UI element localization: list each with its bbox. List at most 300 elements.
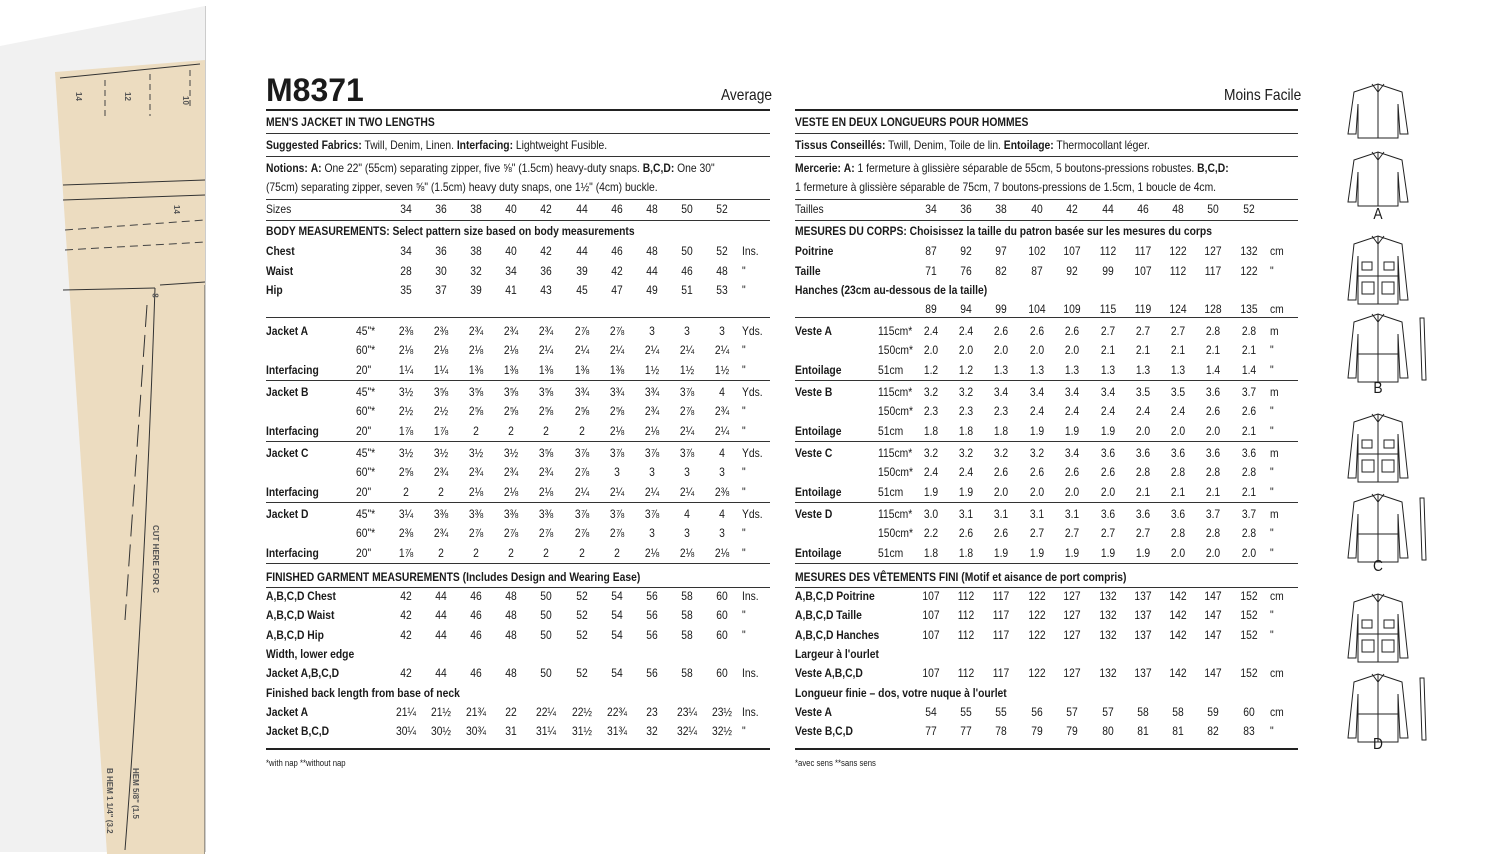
yardage-value: 2.6 [1064, 324, 1080, 338]
body-value: 32 [470, 263, 482, 278]
yardage-value: 2⅞ [574, 465, 590, 480]
body-value: 43 [540, 283, 552, 297]
yardage-value: 3.6 [1170, 446, 1186, 460]
finished-value: 117 [992, 627, 1010, 642]
view-name: Veste B [795, 385, 833, 399]
yardage-value: 2⅞ [574, 526, 590, 541]
body-value: 34 [400, 244, 412, 258]
finished-value: 57 [1066, 704, 1078, 719]
yardage-value: 1.8 [923, 545, 939, 560]
finished-value: 127 [1063, 666, 1081, 681]
yardage-value: 3⅜ [468, 507, 484, 521]
yardage-value: 2¾ [714, 404, 730, 419]
yardage-value: 2.0 [1241, 545, 1257, 560]
yardage-value: 3¼ [398, 507, 414, 521]
body-value: 99 [995, 302, 1007, 316]
yardage-value: 3.2 [993, 446, 1009, 460]
yardage-value: 2.8 [1170, 526, 1186, 541]
yardage-value: 2.6 [958, 526, 974, 541]
finished-value: 46 [470, 608, 482, 623]
sizes-label: Tailles [795, 202, 824, 216]
body-value: 115 [1099, 302, 1117, 316]
finished-value: 137 [1134, 608, 1152, 623]
yardage-value: 2.6 [1029, 465, 1045, 480]
finished-row-label: Veste A,B,C,D [795, 666, 863, 681]
yardage-value: 3.2 [923, 446, 939, 460]
finished-value: 112 [957, 589, 975, 603]
rule [795, 220, 1298, 221]
view-name: Veste C [795, 446, 833, 460]
yardage-value: 3½ [398, 385, 414, 399]
yardage-value: 2.0 [1170, 423, 1186, 438]
yardage-value: 2.6 [993, 465, 1009, 480]
pattern-mark-2: 12 [122, 92, 132, 101]
yardage-value: 2⅝ [503, 404, 519, 419]
finished-value: 58 [681, 666, 693, 681]
yardage-value: 3.4 [993, 385, 1009, 399]
rule [795, 199, 1298, 200]
pattern-mark-1: 14 [73, 92, 83, 101]
hip-label: Hanches (23cm au-dessous de la taille) [795, 283, 988, 297]
finished-value: 137 [1134, 589, 1152, 603]
yardage-value: 2⅜ [714, 484, 730, 499]
body-value: 87 [925, 244, 937, 258]
size-header: 40 [1031, 202, 1043, 216]
yardage-value: 1⅞ [398, 423, 414, 438]
finished-row-label: Jacket B,C,D [266, 724, 330, 739]
finished-row-label: A,B,C,D Poitrine [795, 589, 875, 603]
finished-value: 60 [716, 666, 728, 681]
row-label: Entoilage [795, 545, 842, 560]
body-value: 122 [1240, 263, 1258, 278]
finished-value: 55 [995, 704, 1007, 719]
yardage-value: 3.6 [1135, 507, 1151, 521]
finished-value: 132 [1099, 666, 1117, 681]
fabric-width: 45"* [356, 446, 376, 460]
yardage-value: 2.8 [1205, 465, 1221, 480]
yardage-value: 1.4 [1241, 362, 1257, 377]
yardage-value: 2.0 [993, 343, 1009, 358]
yardage-value: 3.2 [958, 446, 974, 460]
yardage-value: 2¼ [679, 484, 695, 499]
yardage-value: 2.6 [1241, 404, 1257, 419]
size-header: 48 [1172, 202, 1184, 216]
size-header: 34 [400, 202, 412, 216]
finished-value: 152 [1240, 608, 1258, 623]
finished-value: 79 [1066, 724, 1078, 739]
finished-value: 83 [1243, 724, 1255, 739]
yardage-value: 2.6 [1029, 324, 1045, 338]
row-label: Entoilage [795, 362, 842, 377]
yardage-value: 1.3 [993, 362, 1009, 377]
unit: " [742, 343, 746, 358]
sizes-label: Sizes [266, 202, 292, 216]
finished-value: 32¼ [676, 724, 698, 739]
finished-value: 152 [1240, 666, 1258, 681]
body-value: 99 [1102, 263, 1114, 278]
yardage-value: 2.0 [1064, 343, 1080, 358]
yardage-value: 2⅛ [644, 423, 660, 438]
rule [266, 317, 770, 318]
unit: " [1270, 263, 1274, 278]
finished-value: 42 [400, 666, 412, 681]
fabric-width: 51cm [878, 423, 904, 438]
body-value: 41 [505, 283, 517, 297]
view-letter-a: A [1373, 206, 1383, 223]
unit: Ins. [742, 589, 759, 603]
yardage-value: 3⅞ [644, 446, 660, 460]
finished-value: 22¾ [606, 704, 628, 719]
finished-value: 21¾ [465, 704, 487, 719]
yardage-value: 2.8 [1170, 465, 1186, 480]
yardage-value: 2⅞ [468, 526, 484, 541]
yardage-value: 3.2 [923, 385, 939, 399]
yardage-value: 3.6 [1100, 446, 1116, 460]
finished-value: 142 [1169, 589, 1187, 603]
unit: Ins. [742, 666, 759, 681]
yardage-value: 2½ [433, 404, 449, 419]
finished-value: 50 [540, 589, 552, 603]
yardage-value: 1.9 [993, 545, 1009, 560]
finished-value: 107 [922, 666, 940, 681]
unit: " [1270, 526, 1274, 541]
finished-value: 30¾ [465, 724, 487, 739]
rule [266, 502, 770, 503]
finished-value: 112 [957, 608, 975, 623]
size-header: 36 [960, 202, 972, 216]
finished-title: FINISHED GARMENT MEASUREMENTS (Includes Design and Wearing Ease) [266, 570, 641, 584]
body-value: 76 [960, 263, 972, 278]
yardage-value: 2⅞ [503, 526, 519, 541]
unit: " [1270, 608, 1274, 623]
yardage-value: 2.4 [958, 324, 974, 338]
yardage-value: 1⅜ [574, 362, 590, 377]
yardage-value: 2⅜ [398, 324, 414, 338]
body-value: 49 [646, 283, 658, 297]
yardage-value: 3⅞ [574, 507, 590, 521]
finished-row-label: Jacket A,B,C,D [266, 666, 340, 681]
notions-en-2: (75cm) separating zipper, seven ⅝" (1.5cm) heavy duty snaps, one 1½" (4cm) buckle. [266, 180, 658, 194]
yardage-value: 2.3 [958, 404, 974, 419]
yardage-value: 3⅞ [644, 507, 660, 521]
yardage-value: 2.1 [1170, 343, 1186, 358]
size-header: 42 [1066, 202, 1078, 216]
yardage-value: 3 [684, 465, 690, 480]
yardage-value: 2.0 [1170, 545, 1186, 560]
finished-value: 21½ [430, 704, 452, 719]
body-row-label: Poitrine [795, 244, 834, 258]
finished-value: 60 [716, 608, 728, 623]
unit: " [742, 465, 746, 480]
body-value: 42 [540, 244, 552, 258]
pattern-hem-a: HEM 5/8" (1.5 [131, 768, 140, 819]
unit: " [742, 526, 746, 541]
rule [266, 563, 770, 564]
finished-value: 56 [646, 589, 658, 603]
finished-value: 44 [435, 608, 447, 623]
yardage-value: 2½ [398, 404, 414, 419]
finished-value: 81 [1137, 724, 1149, 739]
yardage-value: 2.2 [923, 526, 939, 541]
fabric-width: 20" [356, 545, 372, 560]
finished-value: 58 [681, 608, 693, 623]
jacket-drawing [1338, 310, 1438, 390]
finished-value: 46 [470, 627, 482, 642]
finished-row-label: Finished back length from base of neck [266, 685, 460, 700]
yardage-value: 2⅝ [574, 404, 590, 419]
finished-value: 22 [505, 704, 517, 719]
body-value: 104 [1028, 302, 1046, 316]
size-header: 48 [646, 202, 658, 216]
finished-value: 122 [1028, 666, 1046, 681]
yardage-value: 3.5 [1170, 385, 1186, 399]
finished-value: 127 [1063, 608, 1081, 623]
unit: Yds. [742, 507, 763, 521]
row-label: Interfacing [266, 545, 319, 560]
yardage-value: 1.3 [1100, 362, 1116, 377]
body-value: 92 [960, 244, 972, 258]
rule [266, 441, 770, 442]
body-value: 102 [1028, 244, 1046, 258]
yardage-value: 2¾ [538, 324, 554, 338]
yardage-value: 2 [579, 423, 585, 438]
unit: cm [1270, 244, 1284, 258]
unit: cm [1270, 704, 1284, 719]
body-value: 34 [505, 263, 517, 278]
yardage-value: 3.6 [1135, 446, 1151, 460]
body-row-label: Waist [266, 263, 294, 278]
yardage-value: 2.1 [1241, 484, 1257, 499]
fabrics-en: Suggested Fabrics: Twill, Denim, Linen. Interfacing: Lightweight Fusible. [266, 138, 608, 152]
yardage-value: 3 [719, 324, 725, 338]
yardage-value: 2⅛ [644, 545, 660, 560]
unit: Yds. [742, 446, 763, 460]
fabric-width: 150cm* [878, 526, 913, 541]
yardage-value: 3 [614, 465, 620, 480]
finished-value: 60 [1243, 704, 1255, 719]
yardage-value: 1⅜ [468, 362, 484, 377]
body-value: 94 [960, 302, 972, 316]
yardage-value: 2⅞ [538, 526, 554, 541]
yardage-value: 3¾ [609, 385, 625, 399]
finished-value: 60 [716, 589, 728, 603]
fabric-width: 51cm [878, 362, 904, 377]
yardage-value: 2.0 [1029, 484, 1045, 499]
body-value: 45 [576, 283, 588, 297]
fabric-width: 45"* [356, 507, 376, 521]
body-title: MESURES DU CORPS: Choisissez la taille du patron basée sur les mesures du corps [795, 224, 1212, 238]
finished-row-label: Veste B,C,D [795, 724, 853, 739]
finished-value: 132 [1099, 608, 1117, 623]
yardage-value: 2.0 [1205, 545, 1221, 560]
finished-value: 56 [646, 627, 658, 642]
yardage-value: 1⅜ [609, 362, 625, 377]
yardage-value: 1.9 [1064, 545, 1080, 560]
body-value: 92 [1066, 263, 1078, 278]
yardage-value: 1.3 [1170, 362, 1186, 377]
yardage-value: 3½ [433, 446, 449, 460]
yardage-value: 2⅞ [574, 324, 590, 338]
view-name: Jacket D [266, 507, 309, 521]
yardage-value: 2.1 [1205, 343, 1221, 358]
finished-value: 81 [1172, 724, 1184, 739]
yardage-value: 2.8 [1205, 526, 1221, 541]
body-value: 46 [611, 244, 623, 258]
body-value: 117 [1134, 244, 1152, 258]
yardage-value: 2.7 [1100, 526, 1116, 541]
body-title: BODY MEASUREMENTS: Select pattern size based on body measurements [266, 224, 635, 238]
yardage-value: 2 [614, 545, 620, 560]
pattern-cut-text: CUT HERE FOR C [151, 525, 160, 593]
yardage-value: 3.7 [1205, 507, 1221, 521]
jacket-drawing [1338, 148, 1438, 228]
unit: " [742, 724, 746, 739]
rule [795, 563, 1298, 564]
yardage-value: 2⅝ [398, 465, 414, 480]
unit: Ins. [742, 244, 759, 258]
view-name: Veste D [795, 507, 833, 521]
yardage-value: 3½ [468, 446, 484, 460]
view-letter-d: D [1373, 736, 1383, 753]
yardage-value: 1.9 [1064, 423, 1080, 438]
finished-value: 32½ [711, 724, 733, 739]
row-label: Interfacing [266, 423, 319, 438]
size-header: 44 [1102, 202, 1114, 216]
body-value: 39 [470, 283, 482, 297]
pattern-mark-5: 8 [150, 293, 160, 298]
yardage-value: 2.7 [1064, 526, 1080, 541]
row-label: Interfacing [266, 362, 319, 377]
yardage-value: 1.9 [1029, 423, 1045, 438]
size-header: 46 [1137, 202, 1149, 216]
yardage-value: 3.6 [1205, 385, 1221, 399]
finished-row-label: Jacket A [266, 704, 309, 719]
yardage-value: 2¾ [503, 465, 519, 480]
fabric-width: 60"* [356, 526, 376, 541]
finished-value: 117 [992, 608, 1010, 623]
finished-value: 30½ [430, 724, 452, 739]
yardage-value: 2.1 [1170, 484, 1186, 499]
yardage-value: 3.1 [993, 507, 1009, 521]
yardage-value: 2.4 [1100, 404, 1116, 419]
finished-value: 31½ [571, 724, 593, 739]
yardage-value: 2¾ [644, 404, 660, 419]
body-value: 44 [646, 263, 658, 278]
body-value: 112 [1099, 244, 1117, 258]
finished-value: 137 [1134, 666, 1152, 681]
unit: " [742, 362, 746, 377]
unit: cm [1270, 302, 1284, 316]
yardage-value: 2.4 [1029, 404, 1045, 419]
finished-value: 48 [505, 627, 517, 642]
finished-value: 54 [611, 627, 623, 642]
yardage-value: 2.4 [923, 465, 939, 480]
yardage-value: 1.8 [958, 423, 974, 438]
pattern-mark-3: 10 [180, 96, 190, 105]
unit: " [1270, 484, 1274, 499]
yardage-value: 2⅛ [503, 343, 519, 358]
finished-value: 152 [1240, 589, 1258, 603]
finished-value: 122 [1028, 589, 1046, 603]
yardage-value: 3.5 [1135, 385, 1151, 399]
fabric-width: 45"* [356, 324, 376, 338]
yardage-value: 1.3 [1064, 362, 1080, 377]
yardage-value: 3½ [398, 446, 414, 460]
yardage-value: 3.1 [1029, 507, 1045, 521]
finished-value: 117 [992, 589, 1010, 603]
yardage-value: 2.4 [1170, 404, 1186, 419]
finished-value: 59 [1207, 704, 1219, 719]
yardage-value: 2.1 [1135, 343, 1151, 358]
finished-value: 54 [611, 666, 623, 681]
fabric-width: 60"* [356, 404, 376, 419]
yardage-value: 2.4 [1064, 404, 1080, 419]
yardage-value: 2.0 [1064, 484, 1080, 499]
size-header: 38 [995, 202, 1007, 216]
yardage-value: 2.7 [1135, 526, 1151, 541]
yardage-value: 3.6 [1100, 507, 1116, 521]
body-value: 40 [505, 244, 517, 258]
unit: " [1270, 404, 1274, 419]
finished-value: 107 [922, 608, 940, 623]
yardage-value: 1.2 [958, 362, 974, 377]
finished-value: 48 [505, 608, 517, 623]
finished-value: 30¼ [395, 724, 417, 739]
row-label: Entoilage [795, 484, 842, 499]
yardage-value: 2⅜ [398, 526, 414, 541]
unit: m [1270, 507, 1279, 521]
finished-value: 44 [435, 666, 447, 681]
finished-value: 56 [646, 608, 658, 623]
unit: m [1270, 446, 1279, 460]
yardage-value: 2.3 [993, 404, 1009, 419]
yardage-value: 2.0 [1029, 343, 1045, 358]
finished-value: 42 [400, 589, 412, 603]
yardage-value: 2¾ [433, 526, 449, 541]
size-header: 46 [611, 202, 623, 216]
finished-value: 54 [611, 608, 623, 623]
yardage-value: 3.1 [1064, 507, 1080, 521]
body-value: 36 [435, 244, 447, 258]
fabric-width: 20" [356, 423, 372, 438]
yardage-value: 2⅛ [468, 343, 484, 358]
body-value: 119 [1134, 302, 1152, 316]
yardage-value: 2¼ [609, 484, 625, 499]
finished-value: 58 [1172, 704, 1184, 719]
yardage-value: 2.4 [958, 465, 974, 480]
body-value: 97 [995, 244, 1007, 258]
size-header: 40 [505, 202, 517, 216]
body-value: 53 [716, 283, 728, 297]
yardage-value: 1.4 [1205, 362, 1221, 377]
body-value: 52 [716, 244, 728, 258]
yardage-value: 2 [403, 484, 409, 499]
yardage-value: 2.8 [1135, 465, 1151, 480]
unit: " [742, 627, 746, 642]
yardage-value: 1½ [679, 362, 695, 377]
yardage-value: 3 [684, 324, 690, 338]
body-value: 128 [1204, 302, 1222, 316]
yardage-value: 2.0 [993, 484, 1009, 499]
unit: " [742, 545, 746, 560]
yardage-value: 3⅝ [538, 446, 554, 460]
yardage-value: 3⅝ [503, 385, 519, 399]
yardage-value: 2⅝ [538, 404, 554, 419]
yardage-value: 2¼ [609, 343, 625, 358]
body-value: 107 [1134, 263, 1152, 278]
yardage-value: 2¼ [714, 343, 730, 358]
yardage-value: 1⅜ [538, 362, 554, 377]
